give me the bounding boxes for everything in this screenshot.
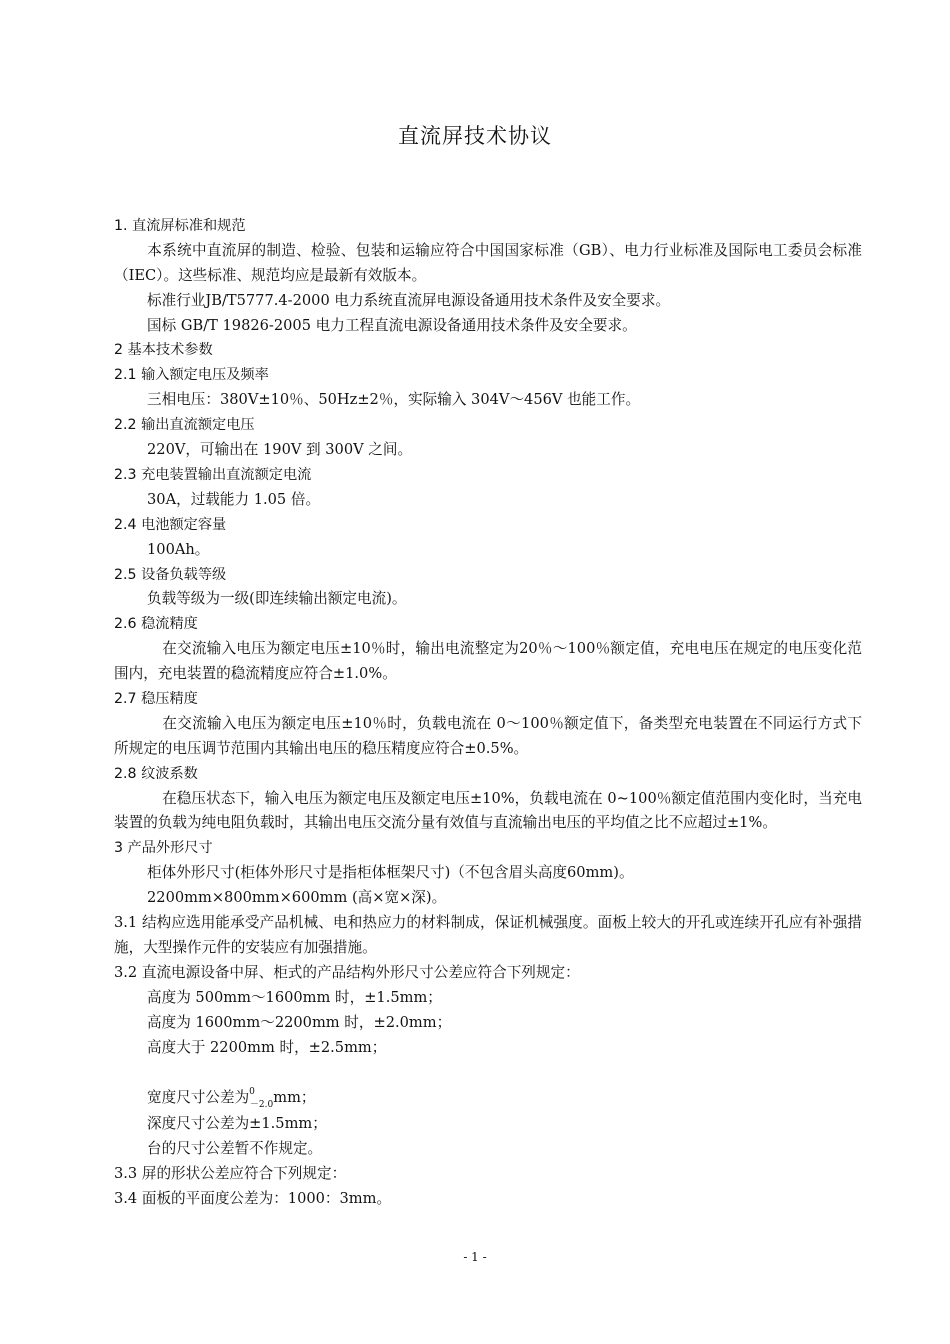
section-2-5-text: 负载等级为一级(即连续输出额定电流)。 <box>147 590 407 608</box>
section-2-1-heading: 2.1 输入额定电压及频率 <box>114 367 269 384</box>
section-3-4-text: 3.4 面板的平面度公差为：1000：3mm。 <box>114 1190 392 1208</box>
section-3-3-text: 3.3 屏的形状公差应符合下列规定： <box>114 1165 347 1183</box>
width-tolerance-unit: mm； <box>273 1089 316 1107</box>
section-2-6-heading: 2.6 稳流精度 <box>114 616 198 633</box>
width-tolerance-lower: －2.0 <box>249 1100 274 1111</box>
section-2-2-text: 220V，可输出在 190V 到 300V 之间。 <box>147 441 413 459</box>
national-standard: 国标 GB/T 19826-2005 电力工程直流电源设备通用技术条件及安全要求。 <box>147 316 637 334</box>
section-2-4-heading: 2.4 电池额定容量 <box>114 516 227 533</box>
spacer <box>114 1060 862 1078</box>
height-tolerance-3: 高度大于 2200mm 时，±2.5mm； <box>147 1038 387 1056</box>
width-tolerance-label: 宽度尺寸公差为 <box>147 1089 250 1107</box>
section-2-6-text: 在交流输入电压为额定电压±10％时，输出电流整定为20％～100％额定值，充电电压在规定的电压变化范围内，充电装置的稳流精度应符合±1.0%。 <box>114 640 862 683</box>
table-tolerance: 台的尺寸公差暂不作规定。 <box>147 1140 323 1158</box>
section-2-7-heading: 2.7 稳压精度 <box>114 690 198 707</box>
section-2-1-text: 三相电压：380V±10％、50Hz±2％，实际输入 304V～456V 也能工作。 <box>147 391 641 409</box>
page-number: - 1 - <box>463 1250 487 1264</box>
section-2-8-text: 在稳压状态下，输入电压为额定电压及额定电压±10%，负载电流在 0~100％额定值范围内变化时，当充电装置的负载为纯电阻负载时，其输出电压交流分量有效值与直流输出电压的平均值之比不应超过±1%。 <box>114 789 862 832</box>
document-title: 直流屏技术协议 <box>398 124 552 148</box>
section-2-6-paragraph <box>114 637 862 687</box>
section-2-3-text: 30A，过载能力 1.05 倍。 <box>147 490 321 508</box>
section-2-7-text: 在交流输入电压为额定电压±10％时，负载电流在 0～100％额定值下，备类型充电装置在不同运行方式下所规定的电压调节范围内其输出电压的稳压精度应符合±0.5%。 <box>114 714 862 757</box>
section-2-8-heading: 2.8 纹波系数 <box>114 765 198 782</box>
section-2-7-paragraph <box>114 712 862 762</box>
cabinet-size-note: 柜体外形尺寸(柜体外形尺寸是指柜体框架尺寸)（不包含眉头高度60mm)。 <box>147 864 634 882</box>
section-2-2-heading: 2.2 输出直流额定电压 <box>114 417 255 434</box>
industry-standard: 标准行业JB/T5777.4-2000 电力系统直流屏电源设备通用技术条件及安全要求。 <box>147 291 671 309</box>
section-2-8-paragraph <box>114 787 862 837</box>
height-tolerance-2: 高度为 1600mm～2200mm 时，±2.0mm； <box>147 1013 452 1031</box>
depth-tolerance: 深度尺寸公差为±1.5mm； <box>147 1115 327 1133</box>
section-3-2-text: 3.2 直流电源设备中屏、柜式的产品结构外形尺寸公差应符合下列规定： <box>114 963 580 981</box>
section-1-heading: 1. 直流屏标准和规范 <box>114 218 246 234</box>
cabinet-dimensions: 2200mm×800mm×600mm (高×宽×深)。 <box>147 889 447 907</box>
section-2-5-heading: 2.5 设备负载等级 <box>114 566 227 583</box>
section-2-3-heading: 2.3 充电装置输出直流额定电流 <box>114 466 312 483</box>
document-body <box>114 214 862 1212</box>
width-tolerance-upper: 0 <box>249 1087 255 1098</box>
section-1-paragraph <box>114 239 862 289</box>
section-3-1-paragraph: 3.1 结构应选用能承受产品机械、电和热应力的材料制成，保证机械强度。面板上较大的开孔或连续开孔应有补强措施，大型操作元件的安装应有加强措施。 <box>114 914 862 956</box>
section-2-4-text: 100Ah。 <box>147 540 210 558</box>
section-3-heading: 3 产品外形尺寸 <box>114 840 213 857</box>
section-1-paragraph-text: 本系统中直流屏的制造、检验、包装和运输应符合中国国家标准（GB）、电力行业标准及国际电工委员会标准（IEC）。这些标准、规范均应是最新有效版本。 <box>114 241 862 284</box>
height-tolerance-1: 高度为 500mm～1600mm 时，±1.5mm； <box>147 988 442 1006</box>
width-tolerance <box>114 1078 862 1112</box>
section-2-heading: 2 基本技术参数 <box>114 342 213 359</box>
